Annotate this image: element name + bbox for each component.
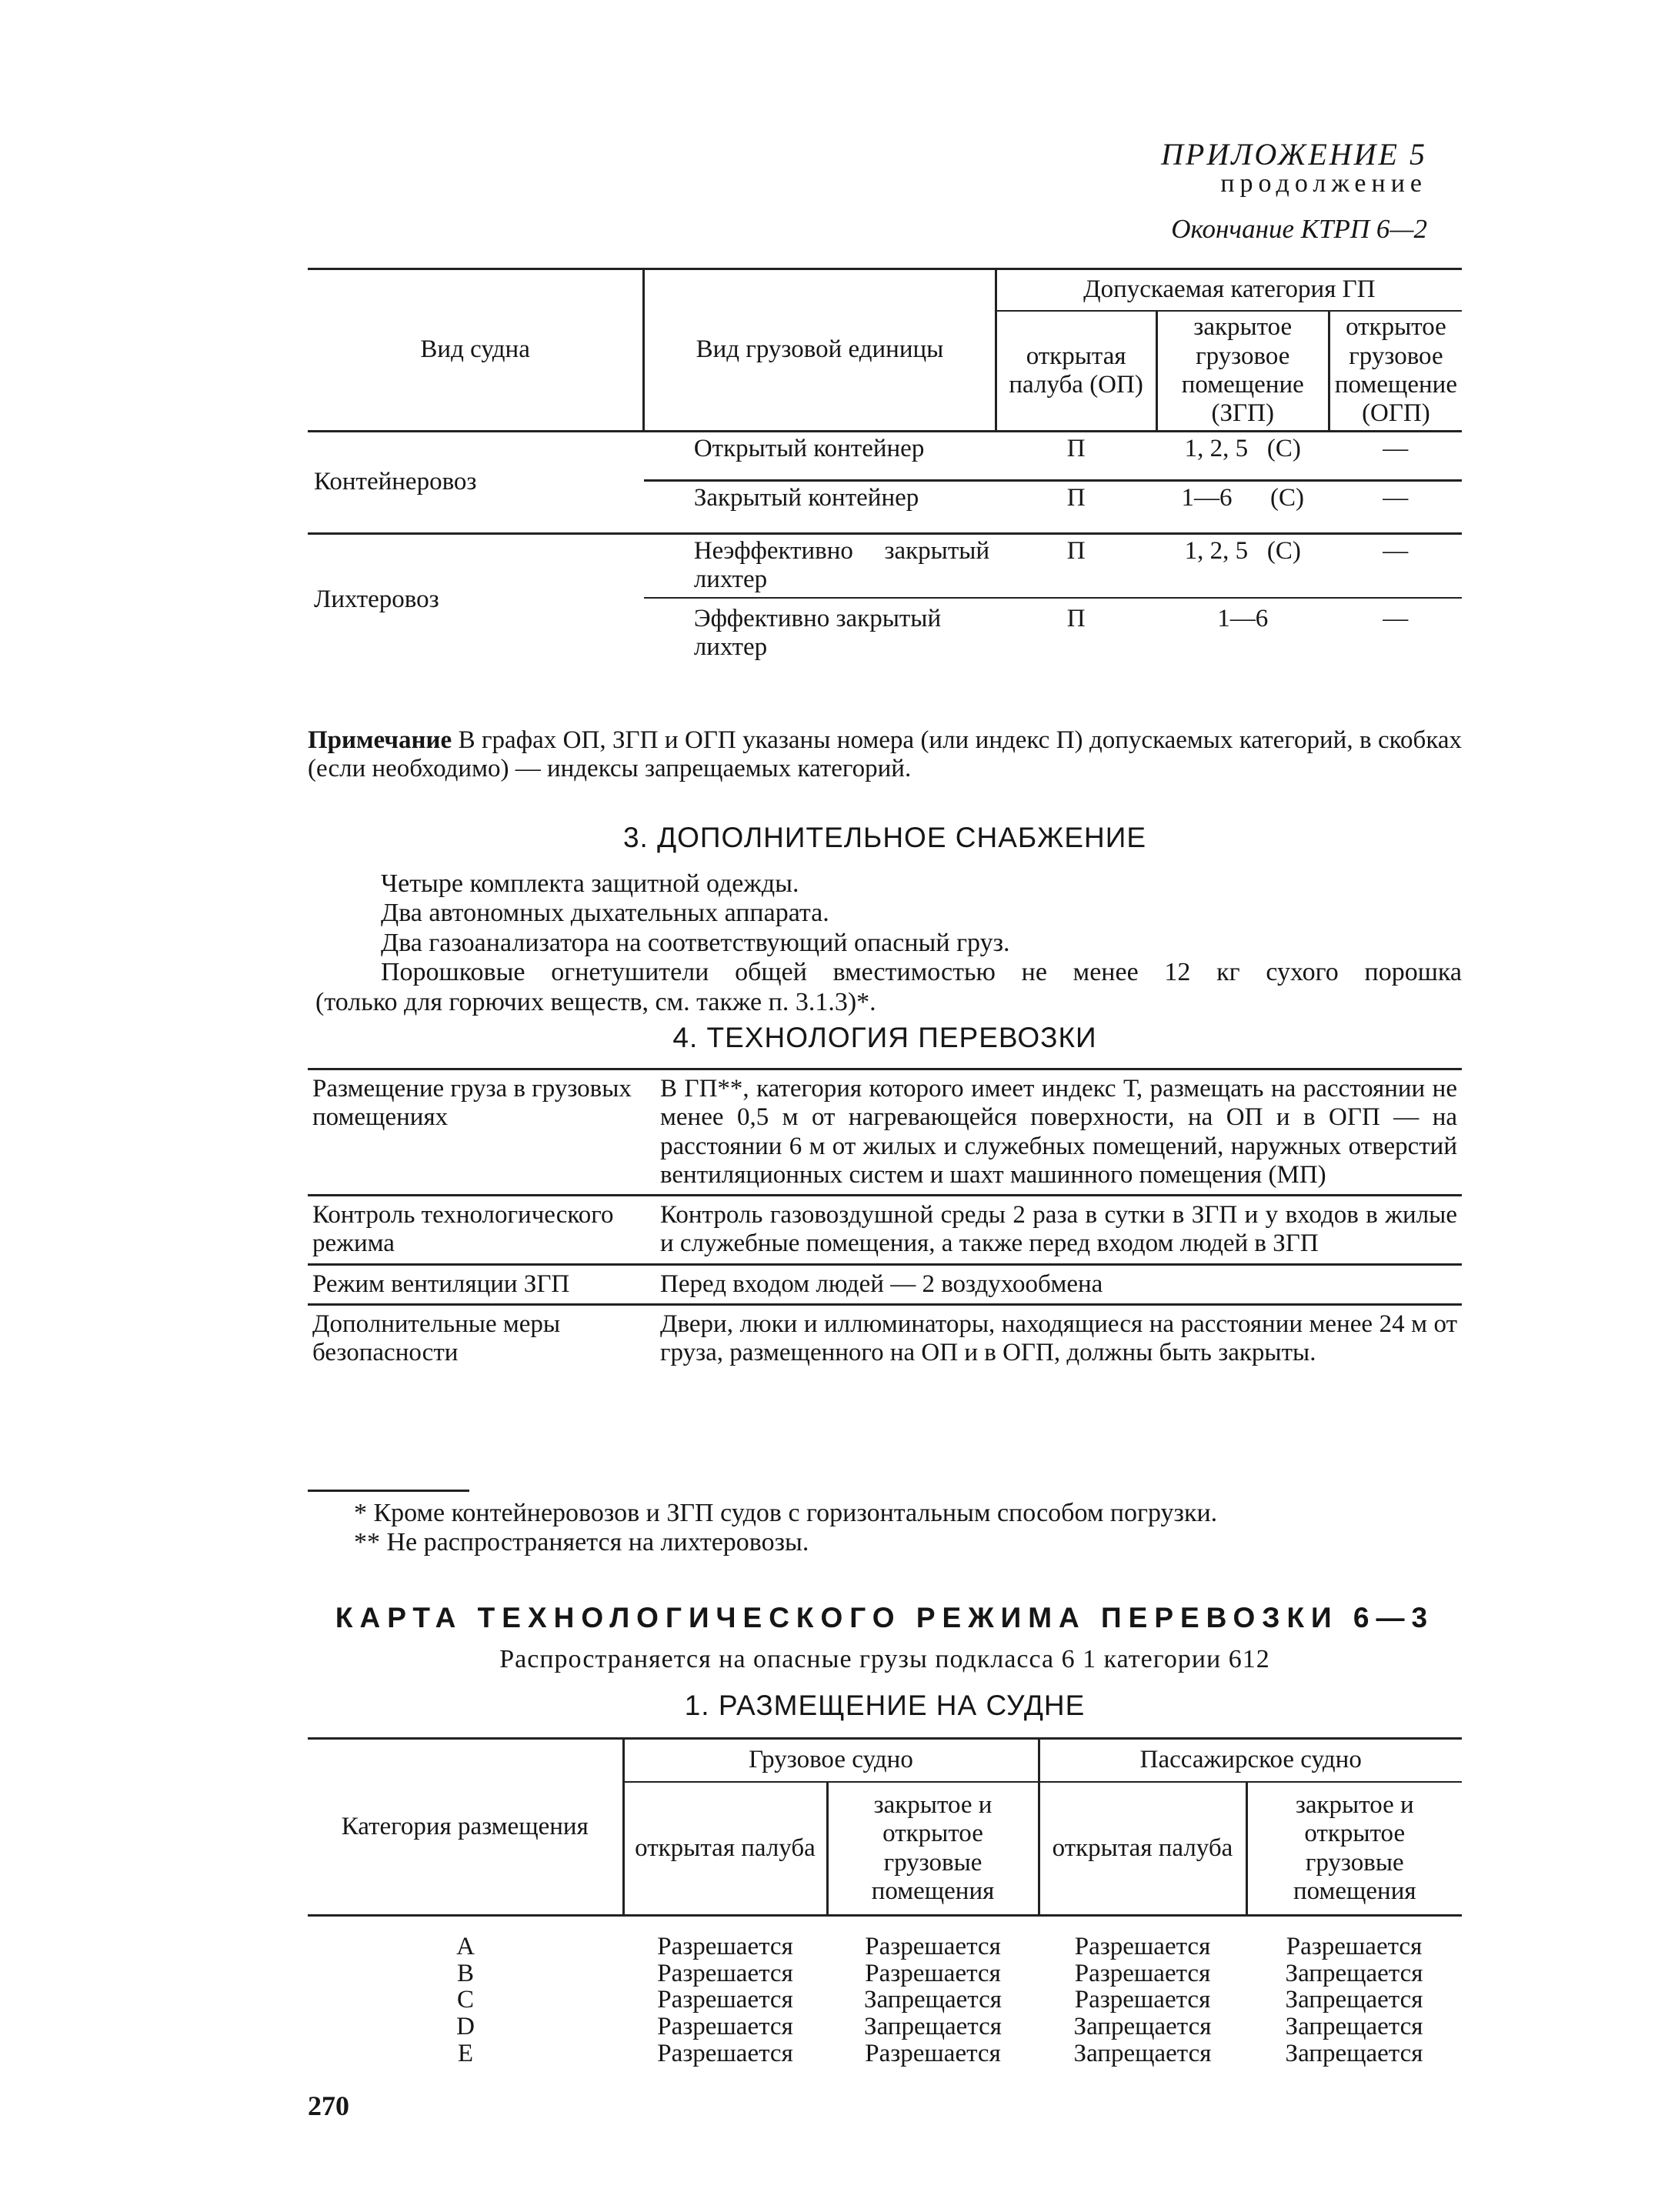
cargo-category-table: [308, 268, 1462, 665]
placement-table: [308, 1737, 1462, 2067]
status-cell: Разрешается: [865, 2039, 1001, 2067]
supply-line: (только для горючих веществ, см. также п. 3.1.3)*.: [315, 987, 876, 1016]
zgp-cell: 1, 2, 5 (С): [1156, 534, 1329, 599]
status-cell: Разрешается: [865, 1933, 1001, 1960]
card-section-1-title: 1. РАЗМЕЩЕНИЕ НА СУДНЕ: [684, 1690, 1086, 1721]
status-cell: Запрещается: [864, 1986, 1002, 2014]
supply-line: Порошковые огнетушители общей вместимостью не менее 12 кг сухого порошка: [381, 958, 1462, 987]
status-cell: Запрещается: [1285, 1986, 1423, 2014]
unit-cell: Закрытый контейнер: [644, 481, 996, 534]
status-cell: Запрещается: [1285, 2012, 1423, 2040]
ogp-cell: —: [1383, 605, 1409, 632]
supply-line: Два автономных дыхательных аппарата.: [381, 899, 829, 928]
category-cell: B: [456, 1959, 474, 1987]
category-cell: C: [456, 1986, 474, 2014]
status-cell: Разрешается: [657, 2012, 793, 2040]
op-cell: П: [996, 432, 1156, 481]
status-cell: Запрещается: [1073, 2039, 1212, 2067]
footnote-rule: [308, 1490, 469, 1492]
card-subtitle: Распространяется на опасные грузы подкласса 6 1 категории 612: [499, 1645, 1270, 1673]
footnote-2: ** Не распространяется на лихтеровозы.: [354, 1528, 809, 1556]
ogp-cell: —: [1329, 534, 1462, 599]
note-text: В графах ОП, ЗГП и ОГП указаны номера (или индекс П) допускаемых категорий, в скобках (если необходимо) — индексы запрещаемых категорий.: [308, 726, 1462, 783]
status-cell: Запрещается: [1073, 2012, 1212, 2040]
tech-label: Контроль технологического режима: [312, 1201, 614, 1258]
status-cell: Разрешается: [657, 1986, 793, 2014]
header-cargo-open-deck: открытая палуба: [623, 1782, 827, 1916]
header-ship-type: Вид судна: [308, 269, 644, 432]
tech-text: Двери, люки и иллюминаторы, находящиеся на расстоянии менее 24 м от груза, размещенного на ОП и в ОГП, должны быть закрыты.: [660, 1310, 1457, 1367]
zgp-cell: 1, 2, 5 (С): [1156, 432, 1329, 481]
status-cell: Разрешается: [657, 2039, 793, 2067]
header-cargo-holds: закрытое и открытое грузовые помещения: [827, 1782, 1039, 1916]
card-title: КАРТА ТЕХНОЛОГИЧЕСКОГО РЕЖИМА ПЕРЕВОЗКИ 6—3: [335, 1602, 1435, 1633]
header-pass-open-deck: открытая палуба: [1039, 1782, 1246, 1916]
ship-container: Контейнеровоз: [308, 432, 644, 534]
appendix-title: ПРИЛОЖЕНИЕ 5: [1161, 137, 1427, 172]
header-category: Категория размещения: [308, 1739, 623, 1916]
transport-technology-table: [308, 1068, 1462, 1373]
status-cell: Разрешается: [1074, 1933, 1211, 1960]
zgp-cell: 1—6 (С): [1156, 481, 1329, 534]
table-note: [308, 726, 1462, 784]
tech-label: Режим вентиляции ЗГП: [312, 1269, 570, 1298]
ogp-cell: —: [1329, 432, 1462, 481]
tech-label: Дополнительные меры безопасности: [312, 1310, 561, 1367]
header-closed-hold: закрытое грузовое помещение (ЗГП): [1156, 311, 1329, 432]
status-cell: Запрещается: [1285, 2039, 1423, 2067]
tech-text: Контроль газовоздушной среды 2 раза в сутки в ЗГП и у входов в жилые и служебные помещения, а также перед входом людей в ЗГП: [660, 1201, 1457, 1258]
header-pass-holds: закрытое и открытое грузовые помещения: [1246, 1782, 1462, 1916]
header-open-hold: открытое грузовое помещение (ОГП): [1329, 311, 1462, 432]
category-cell: D: [456, 2012, 475, 2040]
op-cell: П: [996, 534, 1156, 599]
page-number: 270: [308, 2090, 349, 2121]
header-open-deck: открытая палуба (ОП): [996, 311, 1156, 432]
unit-cell: Открытый контейнер: [644, 432, 996, 481]
header-cargo-ship: Грузовое судно: [623, 1739, 1039, 1783]
tech-label: Размещение груза в грузовых помещениях: [312, 1075, 632, 1132]
status-cell: Разрешается: [1286, 1933, 1423, 1960]
header-allowed-category: Допускаемая категория ГП: [996, 269, 1462, 312]
unit-cell: Эффективно закрытый лихтер: [693, 605, 942, 662]
appendix-subtitle: продолжение: [1220, 169, 1427, 198]
op-cell: П: [996, 481, 1156, 534]
header-unit-type: Вид грузовой единицы: [644, 269, 996, 432]
supply-line: Два газоанализатора на соответствующий опасный груз.: [381, 928, 1010, 957]
status-cell: Разрешается: [1074, 1986, 1211, 2014]
zgp-cell: 1—6: [1217, 605, 1269, 632]
header-passenger-ship: Пассажирское судно: [1039, 1739, 1462, 1783]
footnote-1: * Кроме контейнеровозов и ЗГП судов с горизонтальным способом погрузки.: [354, 1499, 1218, 1527]
tech-text: В ГП**, категория которого имеет индекс Т, размещать на расстоянии не менее 0,5 м от нагревающейся поверхности, на ОП и в ОГП — на расстоянии 6 м от жилых и служебных помещений, наружных отверстий вентиляционных систем и шахт машинного помещения (МП): [660, 1075, 1457, 1189]
table-reference: Окончание КТРП 6—2: [1171, 214, 1427, 244]
status-cell: Разрешается: [865, 1959, 1001, 1987]
ogp-cell: —: [1329, 481, 1462, 534]
section-3-title: 3. ДОПОЛНИТЕЛЬНОЕ СНАБЖЕНИЕ: [622, 822, 1147, 853]
status-cell: Разрешается: [657, 1933, 793, 1960]
status-cell: Запрещается: [1285, 1959, 1423, 1987]
note-label: Примечание: [308, 726, 452, 754]
category-cell: E: [457, 2039, 474, 2067]
ship-lighter: Лихтеровоз: [314, 585, 439, 613]
section-4-title: 4. ТЕХНОЛОГИЯ ПЕРЕВОЗКИ: [672, 1022, 1097, 1053]
category-cell: A: [456, 1933, 475, 1960]
unit-cell: Неэффективно закрытый лихтер: [644, 534, 996, 599]
supply-list: [308, 869, 1462, 1017]
op-cell: П: [1066, 605, 1086, 632]
supply-line: Четыре комплекта защитной одежды.: [381, 869, 799, 898]
status-cell: Разрешается: [1074, 1959, 1211, 1987]
tech-text: Перед входом людей — 2 воздухообмена: [660, 1269, 1103, 1298]
status-cell: Разрешается: [657, 1959, 793, 1987]
status-cell: Запрещается: [864, 2012, 1002, 2040]
